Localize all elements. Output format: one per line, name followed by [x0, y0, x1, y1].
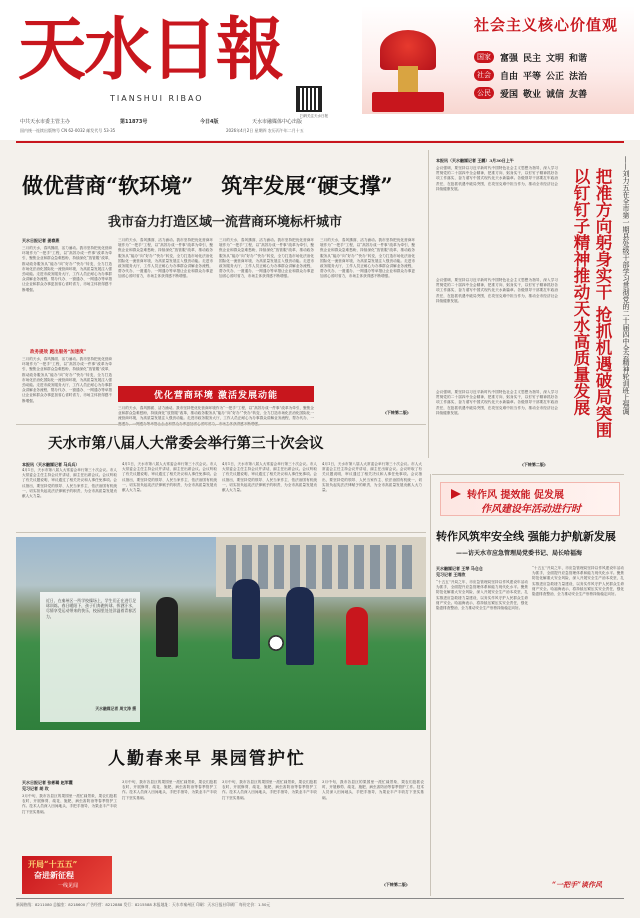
spring-byline-1: 天水日报记者 张彬璐 赵军霞 — [22, 780, 73, 785]
photo-credit: 天水融媒记者 周文涛 摄 — [95, 706, 136, 711]
bottom-promo[interactable] — [22, 856, 112, 894]
flag-sculpture — [368, 26, 448, 112]
promo-line-2: 作风建设年活动进行时 — [481, 504, 581, 515]
right-body-3: 会议强调，要坚持以习近平新时代中国特色社会主义思想为指导，深入学习贯彻党的二十届四中全会精神，把准方向、躬身实干，以钉钉子精神抓好各项工作落实，奋力谱写中国式现代化天水新篇章。各级领导干部要扛牢政治责任，在抢抓机遇中破局突围，在攻坚克难中担当作为，推动全市经济社会持续健康发展。 — [436, 390, 558, 415]
value-word: 敬业 — [523, 89, 542, 100]
player-2 — [232, 579, 260, 659]
bottom-promo-line-2: 奋进新征程 — [34, 870, 74, 880]
emergency-body-col-1: “十五五”开局之年，市应急管理局坚持以作风建设年活动为抓手，全面提升应急管理体系和能力现代化水平。聚焦防范化解重大安全风险，深入开展安全生产治本攻坚，扎实推进应急救援力量建设，以务实作风守护人民群众生命财产安全。哈福海表示，将持续压紧压实安全责任，强化隐患排查整治，全力推动安全生产形势持续稳定向好。 — [436, 580, 528, 611]
footer-info: 新闻热线：8211080 总编室：8218600 广告经营：8212888 发行：8215588 本报地址：天水市秦州区 印刷：天水日报社印刷厂 每份定价：1.50元 — [16, 902, 271, 907]
value-word: 和谐 — [569, 53, 588, 64]
section-rule-3 — [16, 532, 426, 533]
npc-byline: 本报讯（天水融媒记者 马兵兵） — [22, 462, 80, 467]
spring-continued: (下转第二版) — [384, 882, 408, 887]
emergency-byline-2: 见习记者 王雨欣 — [436, 572, 466, 577]
section-rule-1 — [16, 424, 426, 425]
npc-body-col-1: 4月1日，天水市第八届人大常委会举行第三十次会议。市人大常委会主任主持会议并讲话，副主任出席会议。会议听取了有关议题说明，审议通过了相关决议和人事任免事项。会议指出，要坚持党的领导、人民当家作主、依法治国有机统一，切实担负起宪法法律赋予的职责，为全市高质量发展贡献人大力量。 — [22, 468, 117, 499]
values-row-national — [474, 48, 632, 66]
emergency-subhead: ——访天水市应急管理局党委书记、局长哈福海 — [456, 550, 583, 557]
lead-body-col-3: 三月的天水，春风拂面、活力涌动。我市坚持把优化营商环境作为“一把手”工程，以“高效办成一件事”改革为牵引，聚焦企业和群众急难愁盼，持续深化“放管服”改革，推动政务服务从“能办”向“好办”“快办”转变，全力打造市场化法治化国际化一流营商环境，为高质量发展注入强劲动能。走进市政务服务大厅，工作人员正耐心为办事群众讲解业务流程，帮办代办、一窗通办、一网通办等举措让企业和群众办事更加省心省时省力，市场主体获得感不断增强。 — [219, 238, 314, 279]
publisher: 天水市融媒体中心出版 — [252, 119, 303, 125]
promo-arrow-icon — [451, 489, 461, 499]
lead-headline[interactable] — [22, 170, 452, 202]
values-tag: 社会 — [474, 69, 494, 81]
serial-row — [20, 128, 620, 136]
right-continued: (下转第二版) — [522, 462, 546, 467]
right-kicker: ——刘力五在全市第一期县处级干部学习贯彻党的二十届四中全会精神轮训班上强调 — [622, 156, 630, 415]
npc-headline[interactable]: 天水市第八届人大常委会举行第三十次会议 — [48, 435, 324, 452]
value-word: 民主 — [523, 53, 542, 64]
values-rows — [474, 48, 632, 102]
lead-continued: (下转第二版) — [385, 410, 409, 415]
core-values-banner — [362, 6, 634, 114]
value-word: 富强 — [500, 53, 519, 64]
lead-byline: 天水日报记者 姜春燕 — [22, 238, 60, 243]
spring-body-col-2: 3月中旬，我市各县区的果园里一派忙碌景象，果农们抢抓农时，开展修剪、疏花、施肥、病虫害防治等春季管护工作。技术人员深入田间地头，手把手指导，为果业丰产丰收打下坚实基础。 — [122, 780, 217, 800]
spring-body-col-1: 3月中旬，我市各县区的果园里一派忙碌景象，果农们抢抓农时，开展修剪、疏花、施肥、病虫害防治等春季管护工作。技术人员深入田间地头，手把手指导，为果业丰产丰收打下坚实基础。 — [22, 794, 117, 814]
masthead — [0, 0, 640, 140]
qr-caption: 扫码关注天水日报 — [300, 114, 328, 118]
newspaper-pinyin: TIANSHUI RIBAO — [110, 94, 204, 103]
spring-body-col-4: 3月中旬，我市各县区的果园里一派忙碌景象，果农们抢抓农时，开展修剪、疏花、施肥、病虫害防治等春季管护工作。技术人员深入田间地头，手把手指导，为果业丰产丰收打下坚实基础。 — [322, 780, 424, 800]
values-tag: 国家 — [474, 51, 494, 63]
promo-box[interactable] — [440, 482, 620, 516]
lead-subhead: 我市奋力打造区域一流营商环境标杆城市 — [108, 215, 343, 230]
value-word: 诚信 — [546, 89, 565, 100]
values-row-social — [474, 66, 632, 84]
right-body-1: 会议强调，要坚持以习近平新时代中国特色社会主义思想为指导，深入学习贯彻党的二十届四中全会精神，把准方向、躬身实干，以钉钉子精神抓好各项工作落实，奋力谱写中国式现代化天水新篇章。各级领导干部要扛牢政治责任，在抢抓机遇中破局突围，在攻坚克难中担当作为，推动全市经济社会持续健康发展。 — [436, 166, 558, 191]
lead-headline-part-a: 做优营商“软环境” — [22, 173, 194, 198]
section-rule-2 — [432, 474, 624, 475]
value-word: 文明 — [546, 53, 565, 64]
lead-headline-part-b: 筑牢发展“硬支撑” — [221, 173, 393, 198]
npc-body-col-3: 4月1日，天水市第八届人大常委会举行第三十次会议。市人大常委会主任主持会议并讲话，副主任出席会议。会议听取了有关议题说明，审议通过了相关决议和人事任免事项。会议指出，要坚持党的领导、人民当家作主、依法治国有机统一，切实担负起宪法法律赋予的职责，为全市高质量发展贡献人大力量。 — [222, 462, 317, 493]
value-word: 爱国 — [500, 89, 519, 100]
serial-number: 国内统一连续出版物号 CN 62-0032 邮发代号 53-35 — [20, 128, 116, 133]
page-count: 今日4版 — [200, 119, 219, 125]
emergency-footer-tag: “一把手”谈作风 — [552, 880, 603, 889]
promo-line-1: 转作风 提效能 促发展 — [467, 490, 564, 501]
spring-headline[interactable]: 人勤春来早 果园管护忙 — [108, 749, 306, 769]
right-headline-2[interactable]: 以钉钉子精神推动天水高质量发展 — [571, 168, 590, 416]
player-1 — [156, 597, 178, 657]
soccer-ball-icon — [268, 635, 284, 651]
lead-body-col-2: 三月的天水，春风拂面、活力涌动。我市坚持把优化营商环境作为“一把手”工程，以“高效办成一件事”改革为牵引，聚焦企业和群众急难愁盼，持续深化“放管服”改革，推动政务服务从“能办”向“好办”“快办”转变，全力打造市场化法治化国际化一流营商环境，为高质量发展注入强劲动能。走进市政务服务大厅，工作人员正耐心为办事群众讲解业务流程，帮办代办、一窗通办、一网通办等举措让企业和群众办事更加省心省时省力，市场主体获得感不断增强。 — [118, 238, 213, 279]
npc-body-col-2: 4月1日，天水市第八届人大常委会举行第三十次会议。市人大常委会主任主持会议并讲话，副主任出席会议。会议听取了有关议题说明，审议通过了相关决议和人事任免事项。会议指出，要坚持党的领导、人民当家作主、依法治国有机统一，切实担负起宪法法律赋予的职责，为全市高质量发展贡献人大力量。 — [122, 462, 217, 493]
player-4 — [346, 607, 368, 665]
values-tag: 公民 — [474, 87, 494, 99]
photo-caption: 近日，在秦州区一所学校操场上，学生们正在进行足球训练。春日暖阳下，孩子们奔跑传球、挥洒汗水，尽情享受运动带来的快乐，校园里处处洋溢着青春活力。 — [46, 598, 136, 619]
lead-body-col-4: 三月的天水，春风拂面、活力涌动。我市坚持把优化营商环境作为“一把手”工程，以“高效办成一件事”改革为牵引，聚焦企业和群众急难愁盼，持续深化“放管服”改革，推动政务服务从“能办”向“好办”“快办”转变，全力打造市场化法治化国际化一流营商环境，为高质量发展注入强劲动能。走进市政务服务大厅，工作人员正耐心为办事群众讲解业务流程，帮办代办、一窗通办、一网通办等举措让企业和群众办事更加省心省时省力，市场主体获得感不断增强。 — [320, 238, 415, 279]
bottom-promo-line-3: 一线见闻 — [58, 883, 79, 889]
value-word: 公正 — [546, 71, 565, 82]
right-body-2: 会议强调，要坚持以习近平新时代中国特色社会主义思想为指导，深入学习贯彻党的二十届四中全会精神，把准方向、躬身实干，以钉钉子精神抓好各项工作落实，奋力谱写中国式现代化天水新篇章。各级领导干部要扛牢政治责任，在抢抓机遇中破局突围，在攻坚克难中担当作为，推动全市经济社会持续健康发展。 — [436, 278, 558, 303]
masthead-rule — [16, 141, 624, 143]
npc-body-col-4: 4月1日，天水市第八届人大常委会举行第三十次会议。市人大常委会主任主持会议并讲话，副主任出席会议。会议听取了有关议题说明，审议通过了相关决议和人事任免事项。会议指出，要坚持党的领导、人民当家作主、依法治国有机统一，切实担负起宪法法律赋予的职责，为全市高质量发展贡献人大力量。 — [322, 462, 422, 493]
qr-code[interactable] — [296, 86, 322, 112]
values-row-citizen — [474, 84, 632, 102]
value-word: 友善 — [569, 89, 588, 100]
values-title: 社会主义核心价值观 — [474, 16, 619, 34]
value-word: 法治 — [569, 71, 588, 82]
value-word: 自由 — [500, 71, 519, 82]
issue-number: 第11873号 — [120, 119, 148, 125]
info-row — [20, 118, 580, 128]
date-line: 2026年4月2日 星期四 农历丙午年二月十五 — [226, 128, 304, 133]
lead-body-col-2b: 三月的天水，春风拂面、活力涌动。我市坚持把优化营商环境作为“一把手”工程，以“高效办成一件事”改革为牵引，聚焦企业和群众急难愁盼，持续深化“放管服”改革，推动政务服务从“能办”向“好办”“快办”转变，全力打造市场化法治化国际化一流营商环境，为高质量发展注入强劲动能。走进市政务服务大厅，工作人员正耐心为办事群众讲解业务流程，帮办代办、一 — [118, 406, 314, 421]
bottom-promo-line-1: 开局“十五五” — [28, 859, 78, 869]
lead-body-col-1: 三月的天水，春风拂面、活力涌动。我市坚持把优化营商环境作为“一把手”工程，以“高效办成一件事”改革为牵引，聚焦企业和群众急难愁盼，持续深化“放管服”改革，推动政务服务从“能办”向“好办”“快办”转变，全力打造市场化法治化国际化一流营商环境，为高质量发展注入强劲动能。走进市政务服务大厅，工作人员正耐心为办事群众讲解业务流程，帮办代办、一窗通办、一网通办等举措让企业和群众办事更加省心省时省力，市场主体获得感不断增强。 — [22, 246, 112, 292]
right-headline-1[interactable]: 把准方向躬身实干 抢抓机遇破局突围 — [593, 168, 612, 438]
emergency-body-col-2: “十五五”开局之年，市应急管理局坚持以作风建设年活动为抓手，全面提升应急管理体系和能力现代化水平。聚焦防范化解重大安全风险，深入开展安全生产治本攻坚，扎实推进应急救援力量建设，以务实作风守护人民群众生命财产安全。哈福海表示，将持续压紧压实安全责任，强化隐患排查整治，全力推动安全生产形势持续稳定向好。 — [532, 566, 624, 597]
party-line: 中共天水市委主管主办 — [20, 119, 71, 125]
newspaper-title: 天水日報 — [18, 10, 283, 90]
emergency-headline[interactable]: 转作风筑牢安全线 强能力护航新发展 — [436, 530, 616, 543]
player-3 — [286, 587, 314, 665]
spring-byline-2: 见习记者 胡 玫 — [22, 786, 49, 791]
right-byline: 本报讯（天水融媒记者 王鹏）3月30日上午 — [436, 158, 514, 163]
value-word: 平等 — [523, 71, 542, 82]
lead-body-col-1b: 三月的天水，春风拂面、活力涌动。我市坚持把优化营商环境作为“一把手”工程，以“高效办成一件事”改革为牵引，聚焦企业和群众急难愁盼，持续深化“放管服”改革，推动政务服务从“能办”向“好办”“快办”转变，全力打造市场化法治化国际化一流营商环境，为高质量发展注入强劲动能。走进市政务服务大厅，工作人员正耐心为办事群众讲解业务流程，帮办代办、一窗通办、一网通办等举措让企业和群众办事更加省心省时省力，市场主体获得感不断增强。 — [22, 357, 112, 403]
spring-body-col-3: 3月中旬，我市各县区的果园里一派忙碌景象，果农们抢抓农时，开展修剪、疏花、施肥、病虫害防治等春季管护工作。技术人员深入田间地头，手把手指导，为果业丰产丰收打下坚实基础。 — [222, 780, 317, 800]
lead-section-tag: 政务提效 跑出服务“加速度” — [30, 350, 87, 355]
lead-callout: 优化营商环境 激活发展动能 — [153, 391, 279, 401]
footer-rule — [16, 898, 624, 899]
emergency-byline-1: 天水融媒记者 王琴 马仓仓 — [436, 566, 483, 571]
